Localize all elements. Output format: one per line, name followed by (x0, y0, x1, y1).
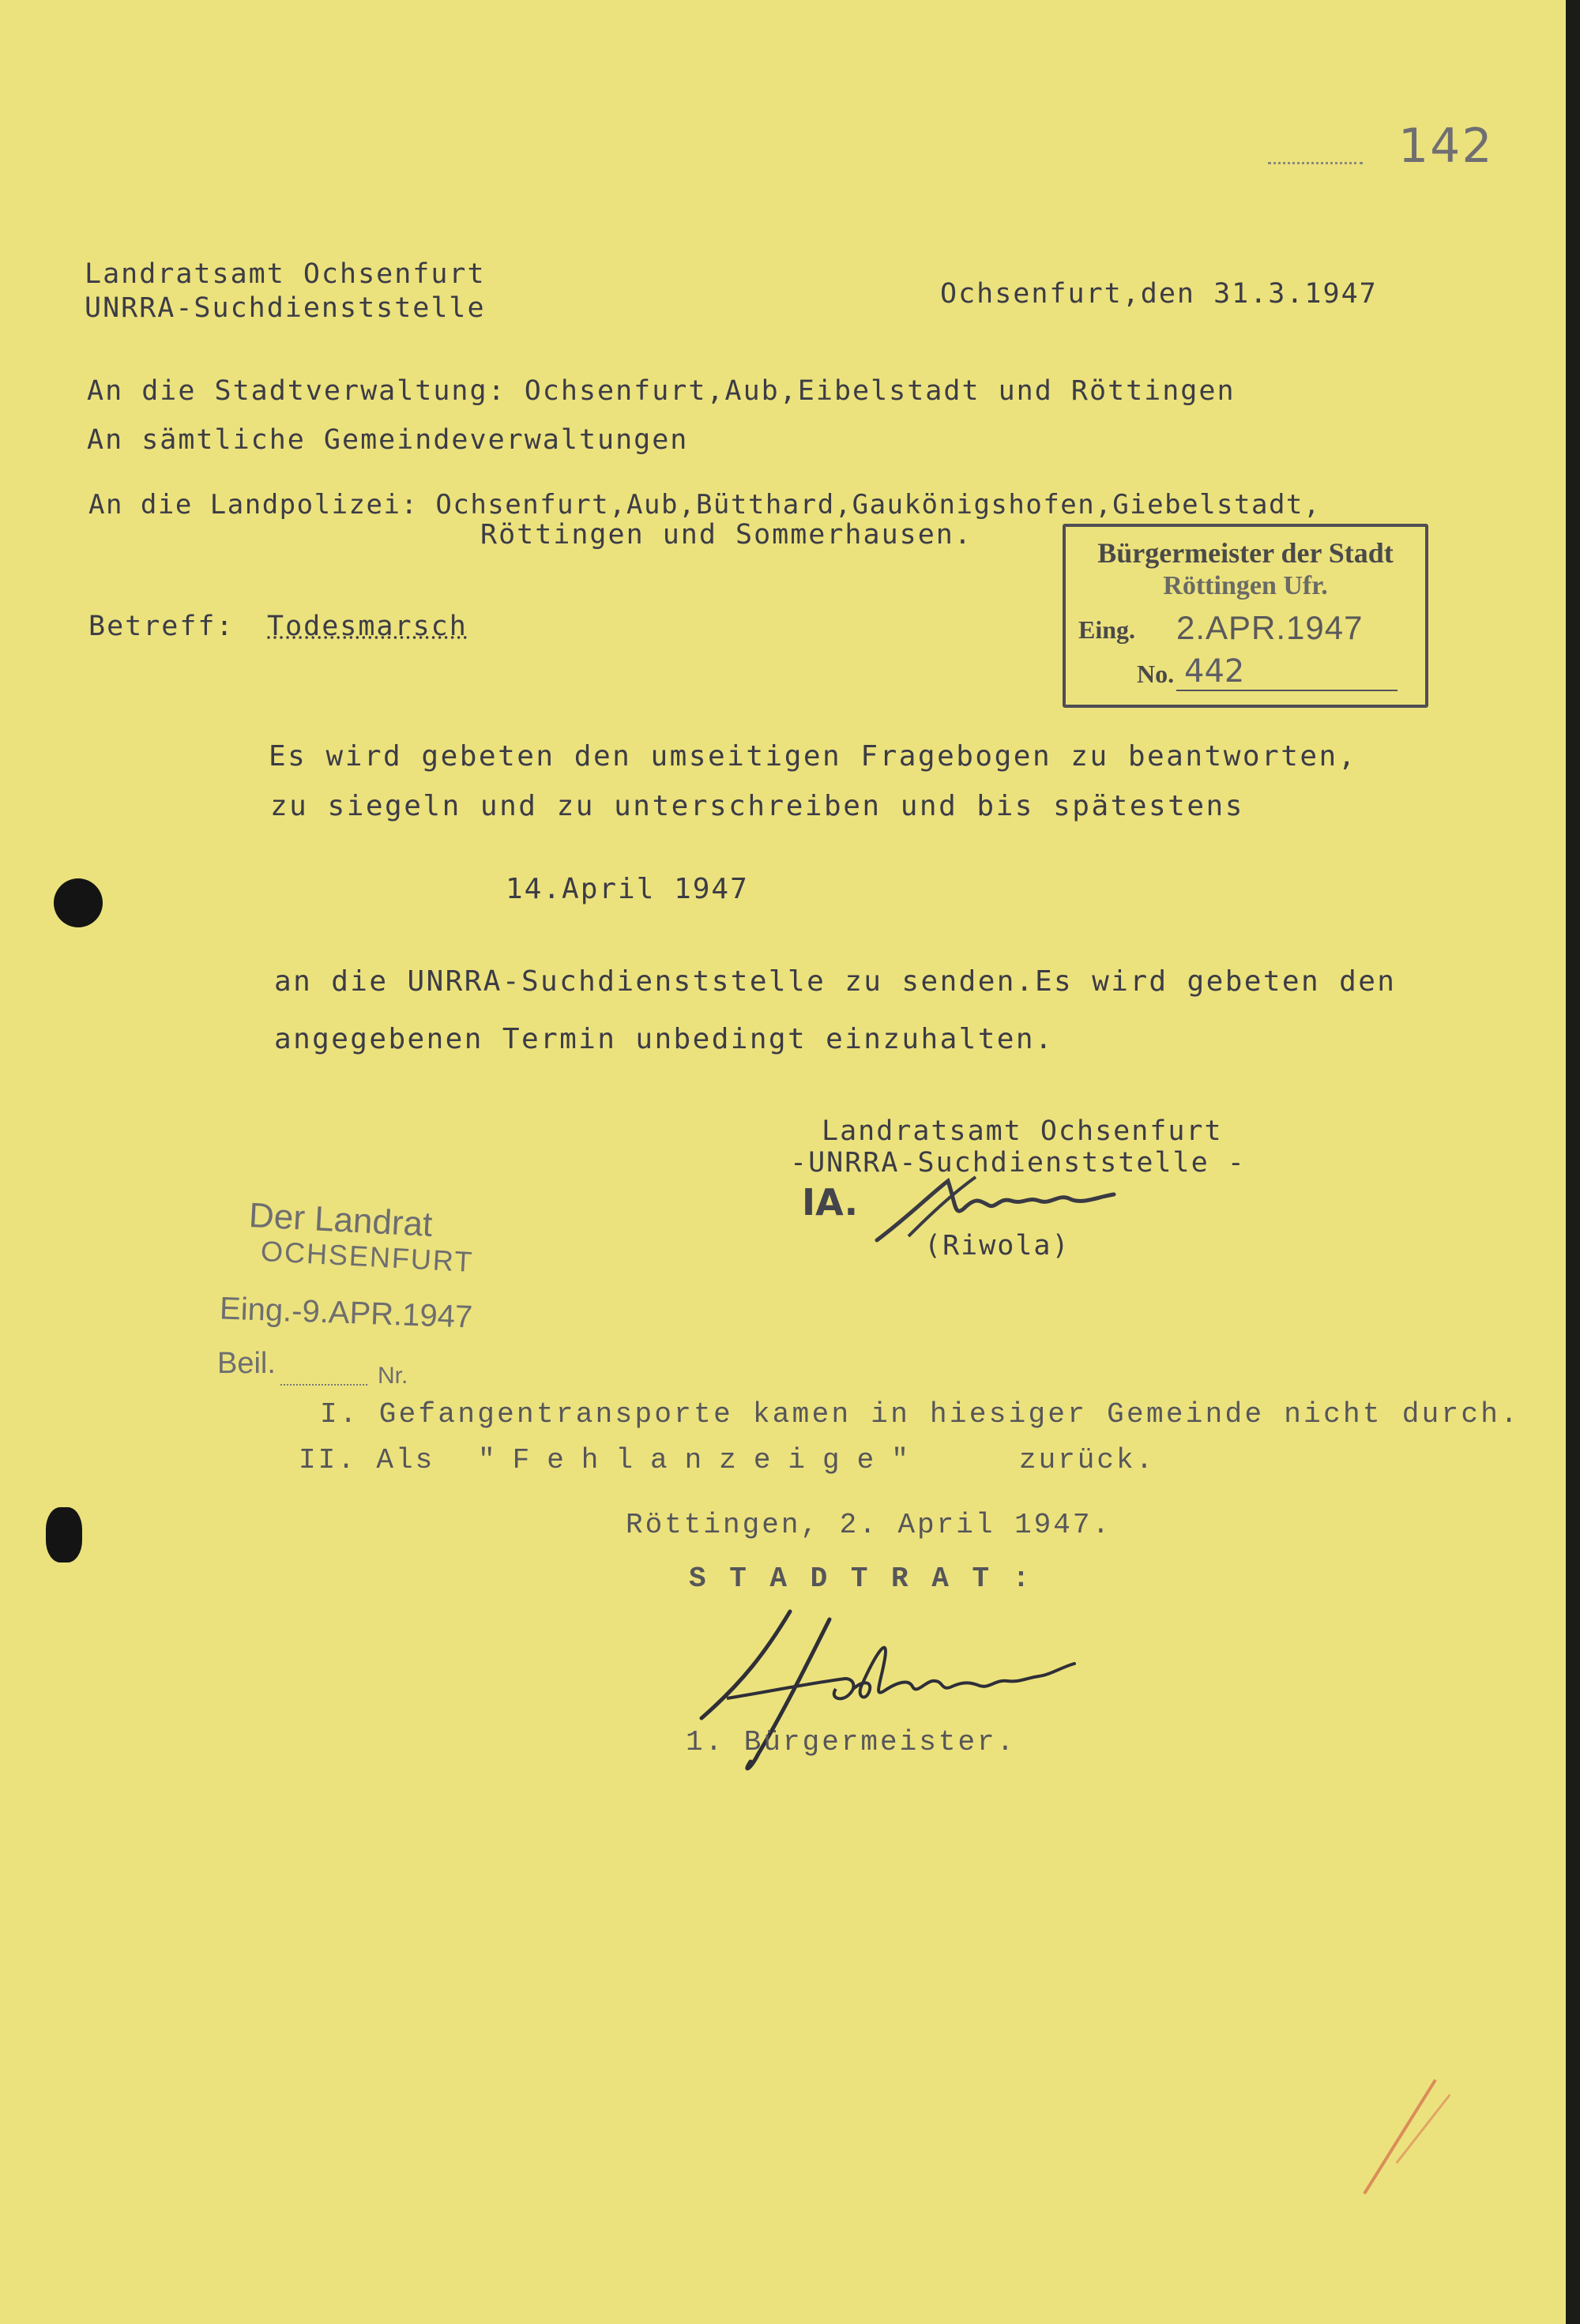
reply-item-2-prefix: II. Als (299, 1444, 435, 1476)
recipient-line-3: An die Landpolizei: Ochsenfurt,Aub,Bütthard,Gaukönigshofen,Giebelstadt, (88, 489, 1321, 521)
closing-department: -UNRRA-Suchdienststelle - (790, 1147, 1246, 1179)
body-line-1: Es wird gebeten den umseitigen Fragebogen zu beantworten, (269, 740, 1357, 773)
receipt-stamp (1063, 524, 1428, 708)
receipt-stamp-date: 2.APR.1947 (1176, 609, 1364, 646)
reply-item-2-word: "Fehlanzeige" (478, 1444, 926, 1476)
deadline-date: 14.April 1947 (506, 873, 749, 905)
page-number: 142 (1398, 118, 1494, 174)
recipient-line-4: Röttingen und Sommerhausen. (480, 519, 972, 551)
closing-name: (Riwola) (924, 1230, 1070, 1262)
sender-department: UNRRA-Suchdienststelle (85, 292, 486, 324)
body-line-4: angegebenen Termin unbedingt einzuhalten. (274, 1023, 1055, 1055)
receipt-stamp-no-rule (1176, 690, 1398, 691)
landrat-stamp-eing: Eing.-9.APR.1947 (219, 1291, 473, 1335)
reply-item-2-suffix: zurück. (1019, 1444, 1156, 1476)
pencil-mark (1363, 2079, 1436, 2194)
sender-office: Landratsamt Ochsenfurt (85, 258, 486, 290)
reply-signer-title: 1. Bürgermeister. (686, 1726, 1017, 1758)
reply-place-date: Röttingen, 2. April 1947. (626, 1509, 1112, 1541)
landrat-stamp-line2: OCHSENFURT (260, 1234, 475, 1279)
reply-council: S T A D T R A T : (689, 1562, 1033, 1595)
landrat-stamp-beil: Beil. (217, 1347, 276, 1380)
receipt-stamp-number: 442 (1184, 653, 1245, 690)
punch-hole-top (54, 878, 103, 927)
landrat-stamp-line1: Der Landrat (247, 1195, 434, 1245)
body-line-2: zu siegeln und zu unterschreiben und bis spätestens (270, 790, 1244, 822)
receipt-stamp-no-label: No. (1137, 660, 1175, 688)
punch-hole-bottom (46, 1507, 82, 1562)
receipt-stamp-line2: Röttingen Ufr. (1163, 571, 1328, 600)
subject-value: Todesmarsch (267, 611, 468, 642)
recipient-line-2: An sämtliche Gemeindeverwaltungen (87, 424, 689, 456)
recipient-line-1: An die Stadtverwaltung: Ochsenfurt,Aub,Eibelstadt und Röttingen (87, 375, 1236, 407)
receipt-stamp-line1: Bürgermeister der Stadt (1097, 537, 1394, 569)
closing-by: IA. (802, 1181, 859, 1224)
subject-label: Betreff: (88, 611, 235, 642)
landrat-stamp-nr: Nr. (378, 1363, 408, 1389)
body-line-3: an die UNRRA-Suchdienststelle zu senden.Es wird gebeten den (274, 965, 1397, 998)
corner-marks (1268, 162, 1363, 167)
closing-office: Landratsamt Ochsenfurt (822, 1115, 1223, 1147)
receipt-stamp-eing-label: Eing. (1078, 615, 1136, 644)
place-date: Ochsenfurt,den 31.3.1947 (940, 278, 1378, 310)
reply-item-1: I. Gefangentransporte kamen in hiesiger Gemeinde nicht durch. (320, 1398, 1521, 1431)
landrat-stamp-beil-rule (280, 1384, 367, 1386)
